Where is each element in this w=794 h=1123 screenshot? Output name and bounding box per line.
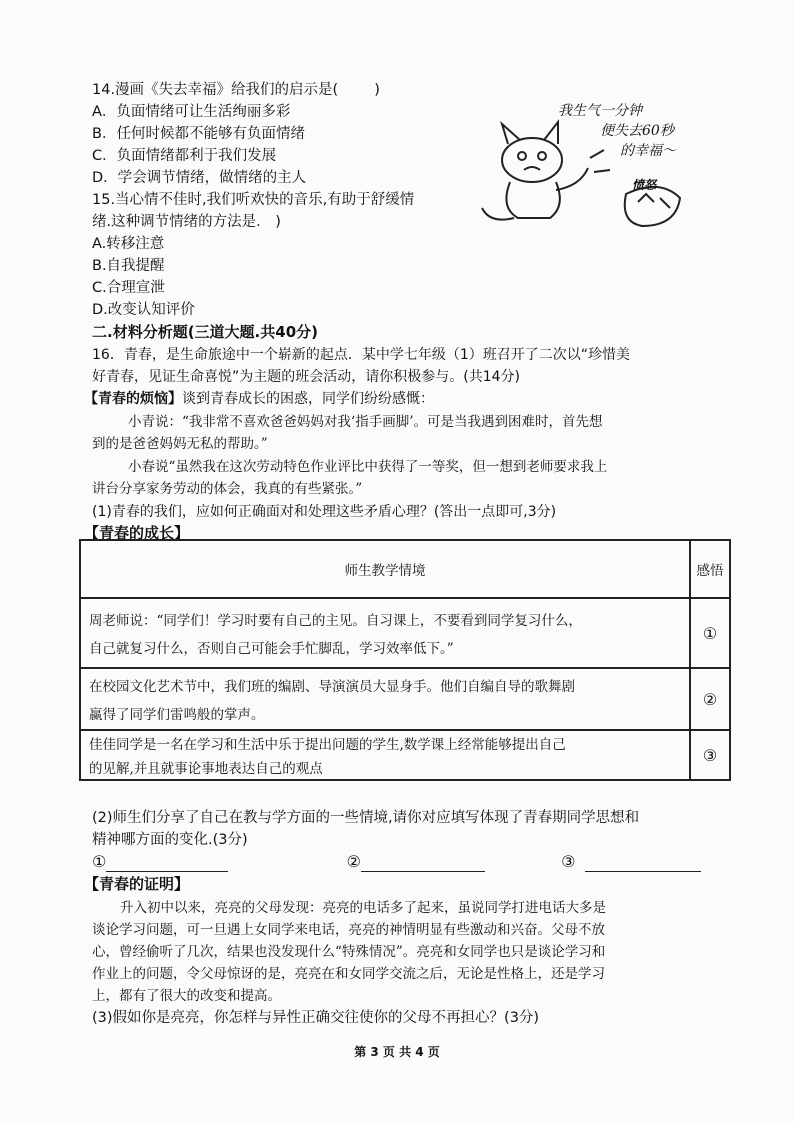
q16-sub1: (1)青春的我们，应如何正确面对和处理这些矛盾心理？(答出一点即可,3分) <box>92 504 557 520</box>
section2-title: 二.材料分析题(三道大题.共40分) <box>92 323 318 341</box>
cartoon-caption-line1: 我生气一分钟 <box>558 103 642 119</box>
q16-intro-line1: 16．青春，是生命旅途中一个崭新的起点．某中学七年级（1）班召开了二次以“珍惜美 <box>92 347 630 363</box>
cartoon-mood-label: 愤怒 <box>632 178 657 192</box>
q15-option-a: A.转移注意 <box>92 236 165 252</box>
table-cell-mark: ① <box>690 598 730 668</box>
answer-blanks <box>92 852 701 872</box>
xiaoqing-line2: 到的是爸爸妈妈无私的帮助。” <box>92 436 268 452</box>
proof-heading: 【青春的证明】 <box>84 875 190 893</box>
table-header-scene: 师生教学情境 <box>80 540 690 598</box>
answer-blank-1[interactable] <box>106 853 228 872</box>
table-row <box>80 668 730 730</box>
blank-label-3: ③ <box>561 852 576 871</box>
cartoon-caption-line2: 便失去60秒 <box>600 123 674 139</box>
blank-label-1: ① <box>92 852 107 871</box>
answer-blank-3[interactable] <box>585 853 701 872</box>
xiaoqing-line1: 小青说：“我非常不喜欢爸爸妈妈对我‘指手画脚’。可是当我遇到困难时，首先想 <box>128 414 603 430</box>
table-cell-mark: ② <box>690 668 730 730</box>
q15-option-b: B.自我提醒 <box>92 258 165 274</box>
proof-line: 升入初中以来，亮亮的父母发现：亮亮的电话多了起来，虽说同学打进电话大多是 <box>120 900 606 916</box>
table-header-insight: 感悟 <box>690 540 730 598</box>
blank-label-2: ② <box>346 852 361 871</box>
q14-stem: 14.漫画《失去幸福》给我们的启示是( ) <box>92 82 380 98</box>
cartoon-caption-line3: 的幸福～ <box>620 143 676 159</box>
proof-line: 上，都有了很大的改变和提高。 <box>92 988 281 1004</box>
answer-blank-2[interactable] <box>361 853 485 872</box>
q16-sub2-line1: (2)师生们分享了自己在教与学方面的一些情境,请你对应填写体现了青春期同学思想和 <box>92 810 640 826</box>
growth-heading: 【青春的成长】 <box>84 524 190 542</box>
q16-sub2-line2: 精神哪方面的变化.(3分) <box>92 832 248 848</box>
q14-option-d: D．学会调节情绪，做情绪的主人 <box>92 170 307 186</box>
proof-line: 谈论学习问题，可一旦遇上女同学来电话，亮亮的神情明显有些激动和兴奋。父母不放 <box>92 922 605 938</box>
q15-option-d: D.改变认知评价 <box>92 302 195 318</box>
q15-stem-line1: 15.当心情不佳时,我们听欢快的音乐,有助于舒缓情 <box>92 192 415 208</box>
table-cell-scene: 周老师说：“同学们！学习时要有自己的主见。自习课上，不要看到同学复习什么， 自己就复习什么，否则自己可能会手忙脚乱，学习效率低下。” <box>80 598 690 668</box>
q14-option-a: A．负面情绪可让生活绚丽多彩 <box>92 104 291 120</box>
q15-option-c: C.合理宣泄 <box>92 280 165 296</box>
worries-text: 谈到青春成长的困惑，同学们纷纷感慨： <box>182 391 434 407</box>
angry-cat-cartoon <box>470 98 700 238</box>
table-cell-scene: 佳佳同学是一名在学习和生活中乐于提出问题的学生,数学课上经常能够提出自己 的见解,并且就事论事地表达自己的观点 <box>80 730 690 780</box>
q14-option-b: B．任何时候都不能够有负面情绪 <box>92 126 305 142</box>
proof-line: 作业上的问题，令父母惊讶的是，亮亮在和女同学交流之后，无论是性格上，还是学习 <box>92 966 605 982</box>
xiaochun-line2: 讲台分享家务劳动的体会，我真的有些紧张。” <box>92 481 363 497</box>
table-header-row <box>80 540 730 598</box>
table-row <box>80 730 730 780</box>
q16-worries <box>84 389 434 409</box>
proof-line: 心，曾经偷听了几次，结果也没发现什么“特殊情况”。亮亮和女同学也只是谈论学习和 <box>92 944 606 960</box>
q14-option-c: C．负面情绪都利于我们发展 <box>92 148 277 164</box>
q16-sub3: (3)假如你是亮亮，你怎样与异性正确交往使你的父母不再担心？(3分) <box>92 1010 540 1026</box>
xiaochun-line1: 小春说“虽然我在这次劳动特色作业评比中获得了一等奖，但一想到老师要求我上 <box>128 459 608 475</box>
table-cell-mark: ③ <box>690 730 730 780</box>
q16-intro-line2: 好青春，见证生命喜悦”为主题的班会活动，请你积极参与。(共14分) <box>92 369 520 385</box>
table-cell-scene: 在校园文化艺术节中，我们班的编剧、导演演员大显身手。他们自编自导的歌舞剧 赢得了同学们雷鸣般的掌声。 <box>80 668 690 730</box>
teaching-scenario-table <box>79 539 731 781</box>
worries-heading: 【青春的烦恼】 <box>84 391 182 407</box>
page-footer: 第 3 页 共 4 页 <box>354 1045 440 1059</box>
q15-stem-line2: 绪.这种调节情绪的方法是． ) <box>92 214 281 230</box>
table-row <box>80 598 730 668</box>
